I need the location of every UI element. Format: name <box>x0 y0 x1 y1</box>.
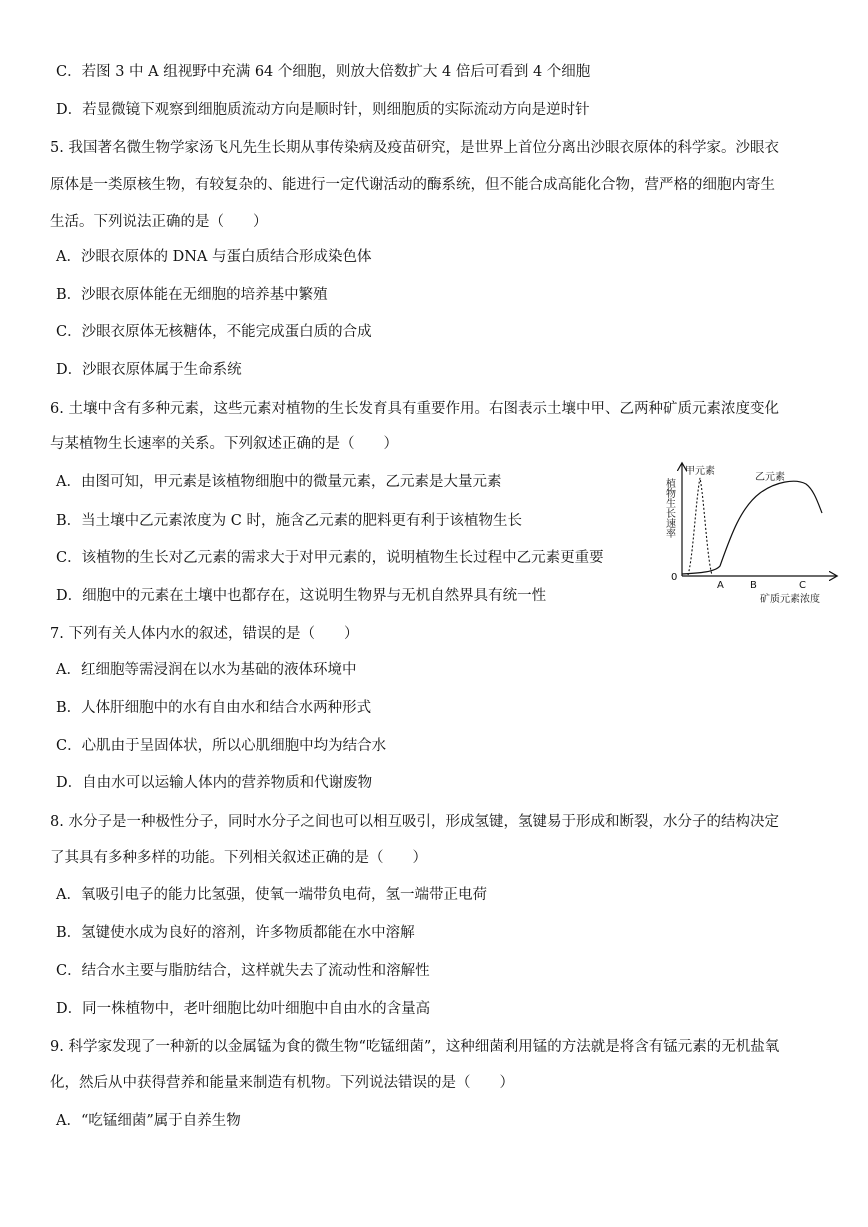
q7-option-a: A．红细胞等需浸润在以水为基础的液体环境中 <box>56 662 357 678</box>
series-yi-curve <box>682 481 822 574</box>
q8-stem-line: 8. 水分子是一种极性分子，同时水分子之间也可以相互吸引，形成氢键，氢键易于形成和断裂，水分子的结构决定 <box>50 814 779 830</box>
q5-option-d: D．沙眼衣原体属于生命系统 <box>56 362 242 378</box>
tick-label-a: A <box>717 580 724 591</box>
tick-label-b: B <box>750 580 757 591</box>
q9-option-a: A．“吃锰细菌”属于自养生物 <box>56 1113 241 1129</box>
q7-option-b: B．人体肝细胞中的水有自由水和结合水两种形式 <box>56 700 372 716</box>
q6-option-c: C．该植物的生长对乙元素的需求大于对甲元素的，说明植物生长过程中乙元素更重要 <box>56 550 604 566</box>
q8-option-a: A．氧吸引电子的能力比氢强，使氧一端带负电荷，氢一端带正电荷 <box>56 887 487 903</box>
q5-option-a: A．沙眼衣原体的 DNA 与蛋白质结合形成染色体 <box>56 249 372 265</box>
q5-option-c: C．沙眼衣原体无核糖体，不能完成蛋白质的合成 <box>56 324 372 340</box>
q6-option-a: A．由图可知，甲元素是该植物细胞中的微量元素，乙元素是大量元素 <box>56 474 502 490</box>
y-axis-label: 植物生长速率 <box>663 478 675 538</box>
tick-label-c: C <box>799 580 806 591</box>
q8-stem-line: 了其具有多种多样的功能。下列相关叙述正确的是（ ） <box>50 850 427 866</box>
q5-option-b: B．沙眼衣原体能在无细胞的培养基中繁殖 <box>56 287 328 303</box>
q5-stem-line: 5. 我国著名微生物学家汤飞凡先生长期从事传染病及疫苗研究，是世界上首位分离出沙眼衣原体的科学家。沙眼衣 <box>50 140 779 156</box>
q8-option-b: B．氢键使水成为良好的溶剂，许多物质都能在水中溶解 <box>56 925 415 941</box>
series-yi-label: 乙元素 <box>755 472 785 483</box>
q6-stem-line: 与某植物生长速率的关系。下列叙述正确的是（ ） <box>50 436 398 452</box>
series-jia-curve <box>688 478 712 575</box>
q7-option-c: C．心肌由于呈固体状，所以心肌细胞中均为结合水 <box>56 738 387 754</box>
q7-stem-line: 7. 下列有关人体内水的叙述，错误的是（ ） <box>50 626 359 642</box>
series-jia-label: 甲元素 <box>685 466 715 477</box>
q9-stem-line: 化，然后从中获得营养和能量来制造有机物。下列说法错误的是（ ） <box>50 1075 514 1091</box>
q6-option-b: B．当土壤中乙元素浓度为 C 时，施含乙元素的肥料更有利于该植物生长 <box>56 513 522 529</box>
growth-rate-figure <box>660 458 860 608</box>
q8-option-d: D．同一株植物中，老叶细胞比幼叶细胞中自由水的含量高 <box>56 1001 431 1017</box>
q4-option-c: C．若图 3 中 A 组视野中充满 64 个细胞，则放大倍数扩大 4 倍后可看到 4 个细胞 <box>56 64 591 80</box>
q5-stem-line: 生活。下列说法正确的是（ ） <box>50 214 268 230</box>
q6-stem-line: 6. 土壤中含有多种元素，这些元素对植物的生长发育具有重要作用。右图表示土壤中甲、乙两种矿质元素浓度变化 <box>50 401 779 417</box>
q6-option-d: D．细胞中的元素在土壤中也都存在，这说明生物界与无机自然界具有统一性 <box>56 588 547 604</box>
origin-label: 0 <box>671 572 678 583</box>
x-axis-label: 矿质元素浓度 <box>760 594 820 605</box>
q7-option-d: D．自由水可以运输人体内的营养物质和代谢废物 <box>56 775 373 791</box>
q5-stem-line: 原体是一类原核生物，有较复杂的、能进行一定代谢活动的酶系统，但不能合成高能化合物，营严格的细胞内寄生 <box>50 177 775 193</box>
q8-option-c: C．结合水主要与脂肪结合，这样就失去了流动性和溶解性 <box>56 963 430 979</box>
q4-option-d: D．若显微镜下观察到细胞质流动方向是顺时针，则细胞质的实际流动方向是逆时针 <box>56 102 590 118</box>
q9-stem-line: 9. 科学家发现了一种新的以金属锰为食的微生物“吃锰细菌”，这种细菌利用锰的方法就是将含有锰元素的无机盐氧 <box>50 1039 780 1055</box>
